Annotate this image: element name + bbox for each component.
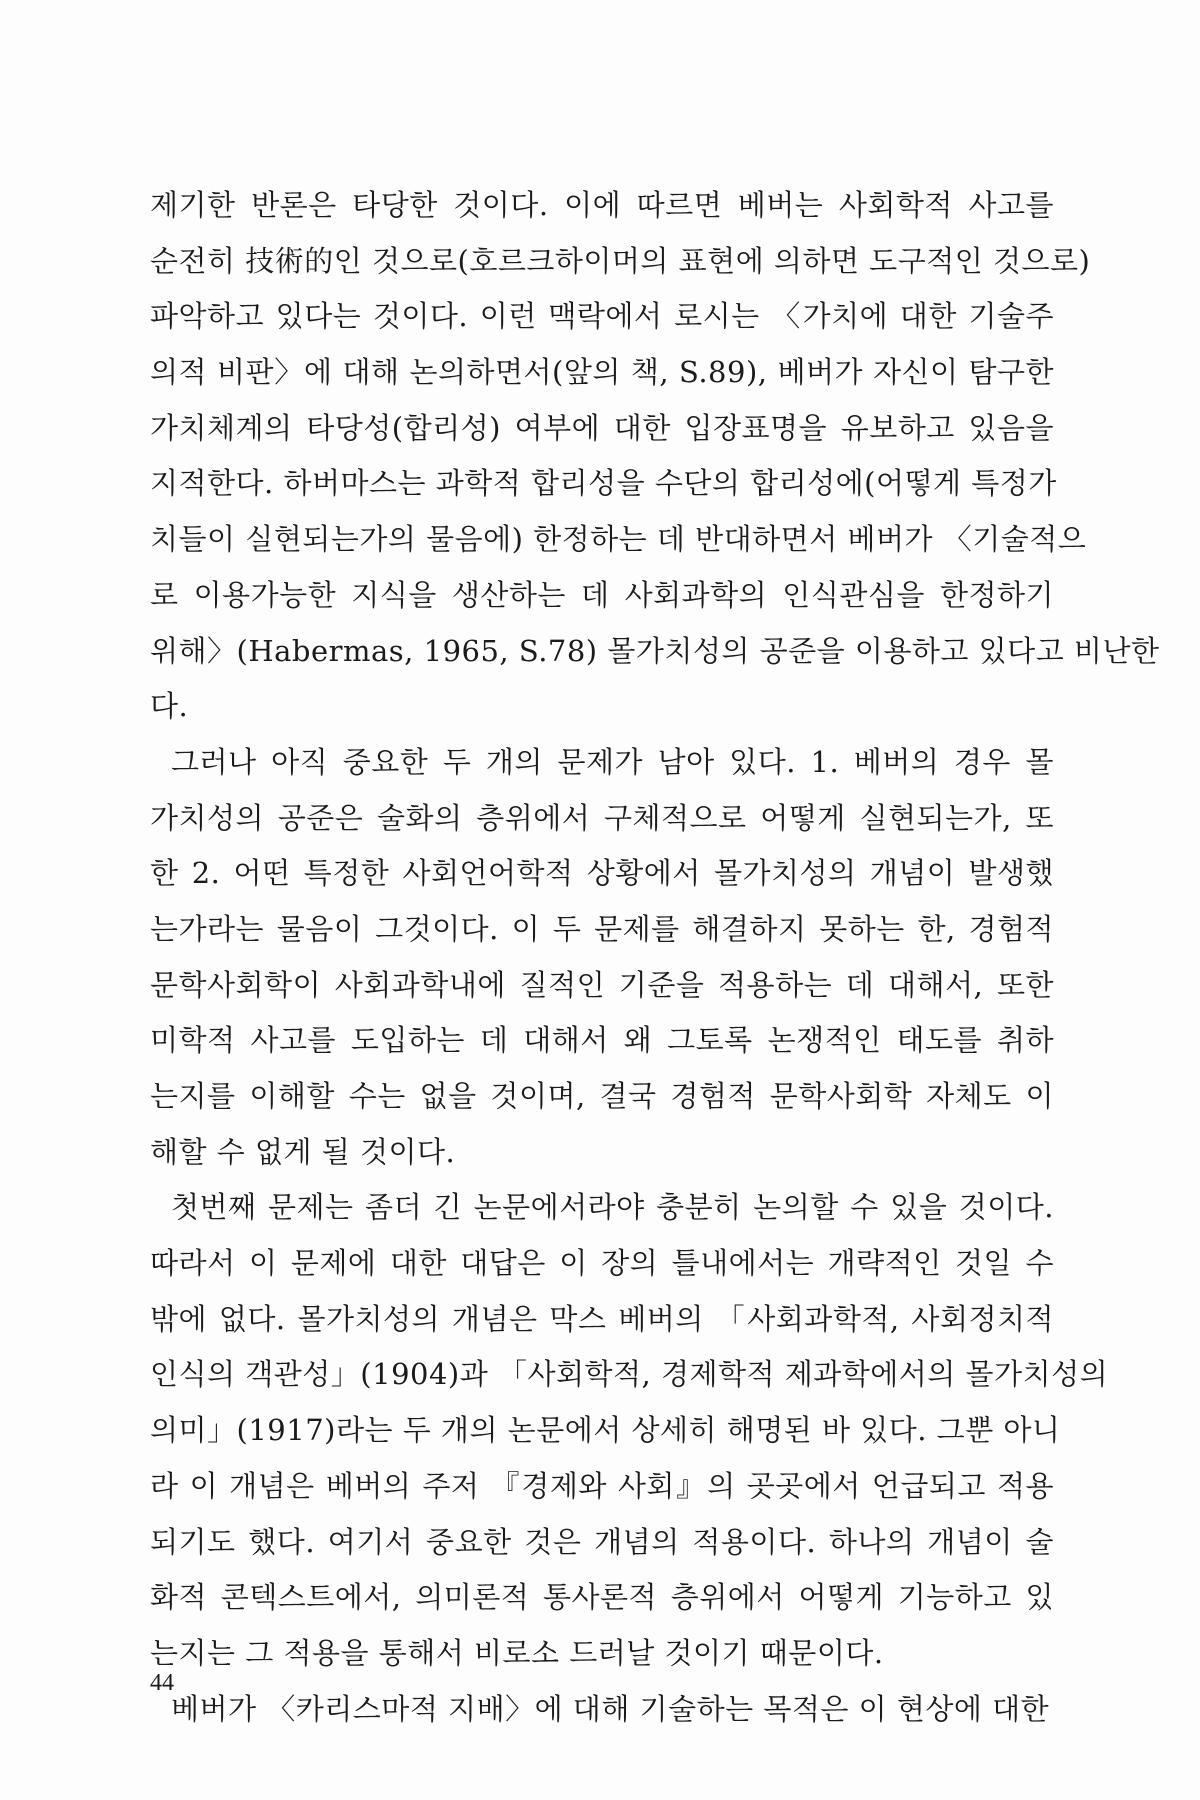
text-line: 첫번째 문제는 좀더 긴 논문에서라야 충분히 논의할 수 있을 것이다. [171, 1190, 1054, 1225]
text-line: 그러나 아직 중요한 두 개의 문제가 남아 있다. 1. 베버의 경우 몰 [171, 744, 1054, 779]
text-line: 라 이 개념은 베버의 주저 『경제와 사회』의 곳곳에서 언급되고 적용 [150, 1468, 1054, 1503]
paragraph [150, 178, 1160, 735]
text-line: 제기한 반론은 타당한 것이다. 이에 따르면 베버는 사회학적 사고를 [150, 188, 1054, 222]
paragraph [150, 1180, 1109, 1681]
text-line: 가치체계의 타당성(합리성) 여부에 대한 입장표명을 유보하고 있음을 [150, 410, 1054, 445]
text-line: 문학사회학이 사회과학내에 질적인 기준을 적용하는 데 대해서, 또한 [150, 967, 1054, 1002]
text-line: 는가라는 물음이 그것이다. 이 두 문제를 해결하지 못하는 한, 경험적 [150, 911, 1054, 946]
text-line: 치들이 실현되는가의 물음에) 한정하는 데 반대하면서 베버가 〈기술적으 [150, 522, 1087, 557]
text-line: 순전히 技術的인 것으로(호르크하이머의 표현에 의하면 도구적인 것으로) [150, 243, 1091, 278]
text-line: 가치성의 공준은 술화의 층위에서 구체적으로 어떻게 실현되는가, 또 [150, 800, 1054, 835]
text-line: 지적한다. 하버마스는 과학적 합리성을 수단의 합리성에(어떻게 특정가 [150, 466, 1057, 501]
text-line: 베버가 〈카리스마적 지배〉에 대해 기술하는 목적은 이 현상에 대한 [171, 1691, 1050, 1726]
text-line: 밖에 없다. 몰가치성의 개념은 막스 베버의 「사회과학적, 사회정치적 [150, 1301, 1054, 1336]
paragraph [150, 735, 1054, 1181]
text-line: 는지를 이해할 수는 없을 것이며, 결국 경험적 문학사회학 자체도 이 [150, 1079, 1054, 1113]
text-line: 인식의 객관성」(1904)과 「사회학적, 경제학적 제과학에서의 몰가치성의 [150, 1357, 1109, 1392]
page-number: 44 [150, 1670, 174, 1696]
text-line: 한 2. 어떤 특정한 사회언어학적 상황에서 몰가치성의 개념이 발생했 [150, 856, 1054, 891]
text-line: 되기도 했다. 여기서 중요한 것은 개념의 적용이다. 하나의 개념이 술 [150, 1524, 1054, 1559]
text-line: 다. [150, 689, 189, 724]
text-line: 해할 수 없게 될 것이다. [150, 1134, 456, 1169]
text-line: 따라서 이 문제에 대한 대답은 이 장의 틀내에서는 개략적인 것일 수 [150, 1246, 1054, 1281]
text-line: 로 이용가능한 지식을 생산하는 데 사회과학의 인식관심을 한정하기 [150, 577, 1054, 612]
text-line: 는지는 그 적용을 통해서 비로소 드러날 것이기 때문이다. [150, 1635, 884, 1670]
text-line: 미학적 사고를 도입하는 데 대해서 왜 그토록 논쟁적인 태도를 취하 [150, 1023, 1054, 1058]
paragraph [150, 1682, 1054, 1738]
text-line: 화적 콘텍스트에서, 의미론적 통사론적 층위에서 어떻게 기능하고 있 [150, 1580, 1054, 1615]
body-text [150, 178, 1160, 1737]
text-line: 파악하고 있다는 것이다. 이런 맥락에서 로시는 〈가치에 대한 기술주 [150, 299, 1054, 334]
text-line: 의미」(1917)라는 두 개의 논문에서 상세히 해명된 바 있다. 그뿐 아니 [150, 1413, 1061, 1448]
text-line: 위해〉(Habermas, 1965, S.78) 몰가치성의 공준을 이용하고 있다고 비난한 [150, 633, 1160, 668]
text-line: 의적 비판〉에 대해 논의하면서(앞의 책, S.89), 베버가 자신이 탐구한 [150, 355, 1054, 390]
